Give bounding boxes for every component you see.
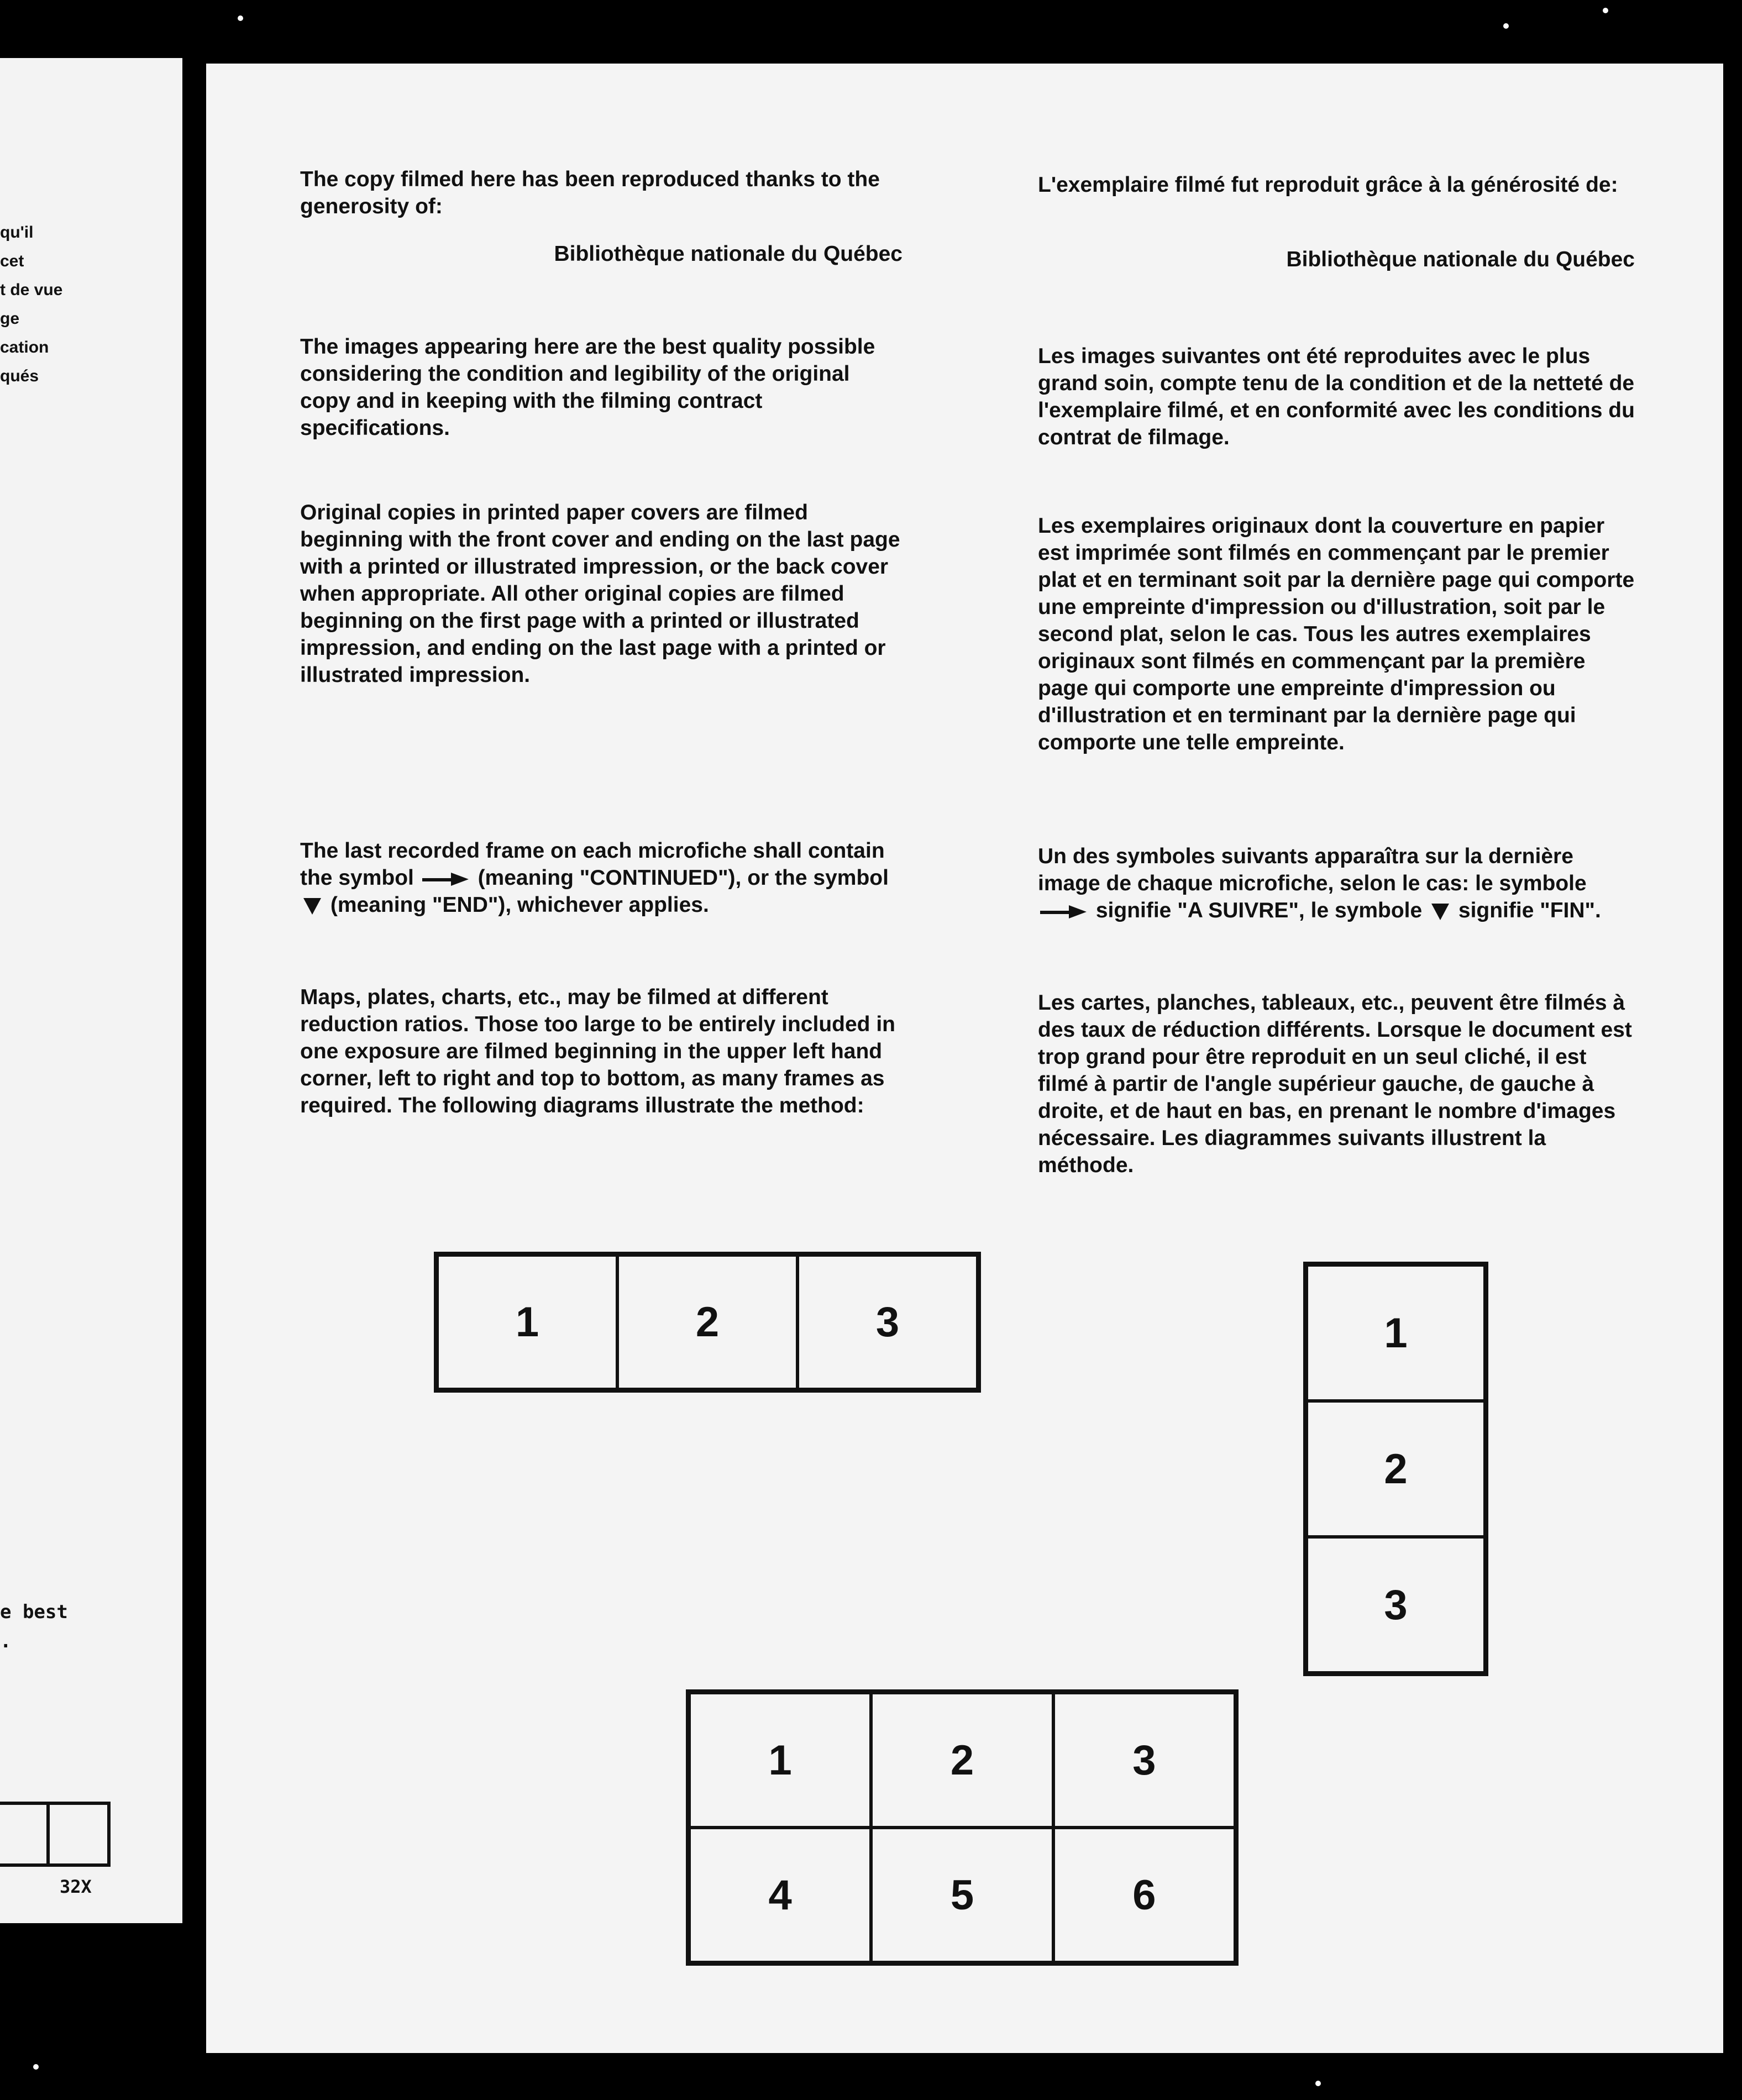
fragment-line: qués — [0, 367, 39, 385]
film-speck — [238, 15, 243, 21]
institution-name: Bibliothèque nationale du Québec — [554, 242, 903, 266]
fragment-line: qu'il — [0, 223, 34, 242]
originals-paragraph: Original copies in printed paper covers are filmed beginning with the front cover and ending on the last page with a printed or illustrated impression, or the back cover when appropriate. All other original copies are filmed beginning on the first page with a printed or illustrated impression, and ending on the last page with a printed or illustrated impression. — [300, 501, 900, 687]
fragment-frame-grid — [0, 1802, 111, 1867]
frame-cell: 4 — [689, 1828, 871, 1962]
fragment-line: cet — [0, 252, 24, 270]
fragment-line: ge — [0, 309, 20, 328]
frame-cell: 2 — [1306, 1401, 1485, 1537]
frame-cell: 3 — [797, 1255, 978, 1389]
fragment-line: t de vue — [0, 281, 63, 299]
symbols-text: signifie "FIN". — [1458, 899, 1601, 922]
adjacent-page-fragment — [0, 58, 182, 1923]
fragment-line: cation — [0, 338, 49, 356]
fragment-mono-line: . — [0, 1630, 12, 1652]
maps-paragraph: Les cartes, planches, tableaux, etc., peuvent être filmés à des taux de réduction différents. Lorsque le document est trop grand pour être reproduit en un seul cliché, il est filmé à partir de l'angle supérieur gauche, de gauche à droite, et de haut en bas, en prenant le nombre d'images nécessaire. Les diagrammes suivants illustrent la méthode. — [1038, 991, 1632, 1177]
frame-cell: 1 — [1306, 1265, 1485, 1401]
film-speck — [33, 2064, 39, 2070]
symbols-paragraph — [300, 837, 903, 918]
symbols-paragraph — [1038, 843, 1635, 924]
quality-paragraph: The images appearing here are the best quality possible considering the condition and legibility of the original copy and in keeping with the filming contract specifications. — [300, 335, 875, 440]
symbols-text: signifie "A SUIVRE", le symbole — [1095, 899, 1423, 922]
frame-cell: 2 — [617, 1255, 797, 1389]
symbols-text: Un des symboles suivants apparaîtra sur la dernière image de chaque microfiche, selon le cas: le symbole — [1038, 844, 1587, 895]
thanks-paragraph: L'exemplaire filmé fut reproduit grâce à la générosité de: — [1038, 173, 1618, 197]
film-speck — [1603, 8, 1608, 13]
film-speck — [1503, 23, 1509, 29]
thanks-paragraph: The copy filmed here has been reproduced thanks to the generosity of: — [300, 167, 880, 218]
institution-name: Bibliothèque nationale du Québec — [1286, 248, 1635, 271]
frame-cell: 1 — [437, 1255, 617, 1389]
target-page — [206, 64, 1723, 2053]
symbols-text: (meaning "END"), whichever applies. — [330, 893, 709, 917]
frame-cell: 3 — [1053, 1693, 1235, 1828]
end-triangle-icon — [1431, 904, 1449, 920]
symbols-text: (meaning "CONTINUED"), or the symbol — [478, 866, 889, 890]
originals-paragraph: Les exemplaires originaux dont la couverture en papier est imprimée sont filmés en commençant par le premier plat et en terminant soit par la dernière page qui comporte une empreinte d'impression ou d'illustration, soit par le second plat, selon le cas. Tous les autres exemplaires originaux sont filmés en commençant par la première page qui comporte une empreinte d'impression ou d'illustration et en terminant par la dernière page qui comporte une telle empreinte. — [1038, 514, 1635, 754]
reduction-ratio: 32X — [60, 1876, 92, 1897]
fragment-mono-line: e best — [0, 1601, 68, 1623]
grid-frame-diagram — [686, 1689, 1239, 1966]
frame-cell: 1 — [689, 1693, 871, 1828]
maps-paragraph: Maps, plates, charts, etc., may be filmed at different reduction ratios. Those too large to be entirely included in one exposure are filmed beginning in the upper left hand corner, left to right and top to bottom, as many frames as required. The following diagrams illustrate the method: — [300, 985, 895, 1117]
quality-paragraph: Les images suivantes ont été reproduites avec le plus grand soin, compte tenu de la condition et de la netteté de l'exemplaire filmé, et en conformité avec les conditions du contrat de filmage. — [1038, 344, 1635, 449]
horizontal-frame-diagram — [434, 1252, 981, 1393]
frame-cell: 5 — [871, 1828, 1053, 1962]
symbols-text: The last recorded frame on each microfiche shall contain the symbol — [300, 839, 885, 890]
continued-arrow-icon — [1040, 909, 1088, 915]
vertical-frame-diagram — [1303, 1262, 1488, 1676]
end-triangle-icon — [303, 898, 321, 915]
film-speck — [1315, 2081, 1321, 2086]
continued-arrow-icon — [422, 876, 470, 883]
frame-cell: 6 — [1053, 1828, 1235, 1962]
frame-cell: 2 — [871, 1693, 1053, 1828]
frame-cell: 3 — [1306, 1537, 1485, 1673]
